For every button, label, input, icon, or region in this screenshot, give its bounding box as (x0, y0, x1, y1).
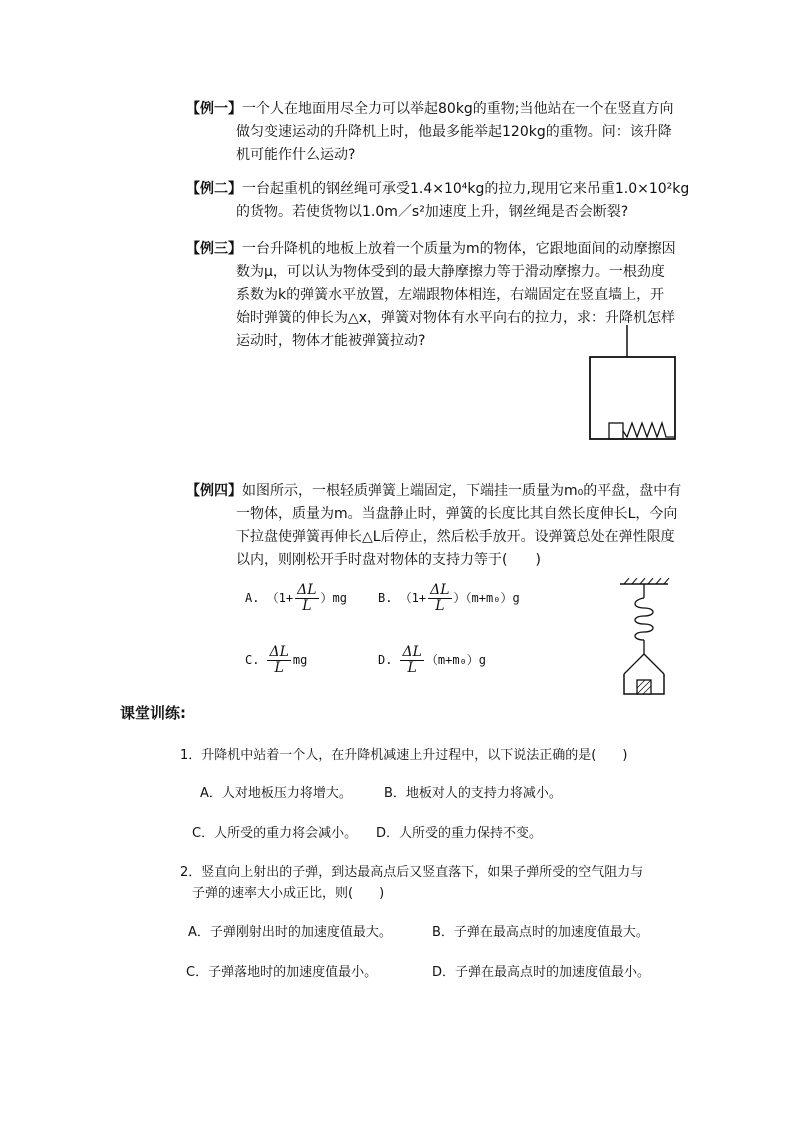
fraction-denominator: L (407, 660, 417, 676)
example-4-line1: 如图所示，一根轻质弹簧上端固定，下端挂一质量为m₀的平盘，盘中有 (242, 483, 682, 499)
block-object (609, 423, 623, 439)
example-2-label: 【例二】 (186, 181, 242, 197)
fraction-numerator: ΔL (402, 644, 422, 660)
question-2-option-c: C．子弹落地时的加速度值最小。 (186, 965, 378, 980)
question-1-option-d: D．人所受的重力保持不变。 (376, 826, 543, 841)
fraction-denominator: L (435, 598, 445, 614)
question-2-stem-line1: 2．竖直向上射出的子弹，到达最高点后又竖直落下，如果子弹所受的空气阻力与 (180, 865, 644, 880)
example-4-line4: 以内，则刚松开手时盘对物体的支持力等于( ) (236, 552, 541, 568)
example-2-line2: 的货物。若使货物以1.0m／s²加速度上升，钢丝绳是否会断裂? (236, 204, 629, 220)
question-2-option-a: A．子弹刚射出时的加速度值最大。 (188, 925, 392, 940)
ex4-option-d (378, 645, 486, 676)
elevator-diagram (585, 325, 685, 445)
ex4-option-a-prefix: A. （1+ (245, 591, 294, 605)
question-1-stem: 1．升降机中站着一个人，在升降机减速上升过程中，以下说法正确的是( ) (180, 748, 628, 763)
example-3-line1: 一台升降机的地板上放着一个质量为m的物体，它跟地面间的动摩擦因 (242, 241, 676, 257)
ceiling-hatch (624, 578, 669, 584)
example-2 (186, 178, 716, 224)
example-1-line2: 做匀变速运动的升降机上时，他最多能举起120kg的重物。问：该升降 (236, 124, 672, 140)
question-1-option-c: C．人所受的重力将会减小。 (192, 826, 358, 841)
example-4 (186, 480, 696, 572)
fraction-numerator: ΔL (269, 644, 289, 660)
question-1-option-b: B．地板对人的支持力将减小。 (384, 786, 562, 801)
example-3-line2: 数为μ，可以认为物体受到的最大静摩擦力等于滑动摩擦力。一根劲度 (236, 264, 665, 280)
ex4-option-a (245, 583, 347, 614)
example-4-label: 【例四】 (186, 483, 242, 499)
ex4-option-b-suffix: ）（m+m₀）g (453, 591, 520, 605)
fraction-numerator: ΔL (430, 582, 450, 598)
question-2-stem-line2: 子弹的速率大小成正比，则( ) (192, 886, 385, 901)
ex4-option-c-prefix: C. (245, 653, 260, 667)
fraction-dl-over-l (295, 583, 318, 614)
example-3-line5: 运动时，物体才能被弹簧拉动? (236, 333, 426, 349)
ex4-option-d-prefix: D. (378, 653, 393, 667)
pan-string-left (624, 654, 644, 674)
example-3-line3: 系数为k的弹簧水平放置，左端跟物体相连，右端固定在竖直墙上，开 (236, 287, 665, 303)
ex4-option-b-prefix: B. （1+ (378, 591, 427, 605)
example-3-line4: 始时弹簧的伸长为△x，弹簧对物体有水平向右的拉力，求：升降机怎样 (236, 310, 676, 326)
horizontal-spring (623, 423, 675, 437)
ex4-option-a-suffix: ）mg (320, 591, 347, 605)
example-3-label: 【例三】 (186, 241, 242, 257)
example-1-line3: 机可能作什么运动? (236, 147, 356, 163)
vertical-spring (635, 598, 653, 640)
fraction-numerator: ΔL (297, 582, 317, 598)
spring-pan-diagram (612, 578, 674, 696)
ex4-option-c-suffix: mg (292, 653, 308, 667)
ex4-option-c (245, 645, 307, 676)
ex4-option-b (378, 583, 520, 614)
ex4-option-d-suffix: （m+m₀）g (425, 653, 486, 667)
example-4-line2: 一物体，质量为m。当盘静止时，弹簧的长度比其自然长度伸长L，今向 (236, 506, 678, 522)
question-2-option-d: D．子弹在最高点时的加速度值最小。 (432, 965, 651, 980)
example-1-line1: 一个人在地面用尽全力可以举起80kg的重物;当他站在一个在竖直方向 (242, 101, 674, 117)
example-1-label: 【例一】 (186, 101, 242, 117)
fraction-denominator: L (274, 660, 284, 676)
example-4-line3: 下拉盘使弹簧再伸长△L后停止，然后松手放开。设弹簧总处在弹性限度 (236, 529, 675, 545)
pan-string-right (644, 654, 664, 674)
fraction-dl-over-l (267, 645, 290, 676)
fraction-dl-over-l (400, 645, 423, 676)
fraction-denominator: L (302, 598, 312, 614)
example-1 (186, 98, 706, 167)
fraction-dl-over-l (428, 583, 451, 614)
question-1-option-a: A．人对地板压力将增大。 (200, 786, 352, 801)
example-2-line1: 一台起重机的钢丝绳可承受1.4×10⁴kg的拉力,现用它来吊重1.0×10²kg (242, 181, 690, 197)
question-2-option-b: B．子弹在最高点时的加速度值最大。 (432, 925, 649, 940)
elevator-box (590, 357, 675, 439)
section-title: 课堂训练: (120, 704, 186, 722)
